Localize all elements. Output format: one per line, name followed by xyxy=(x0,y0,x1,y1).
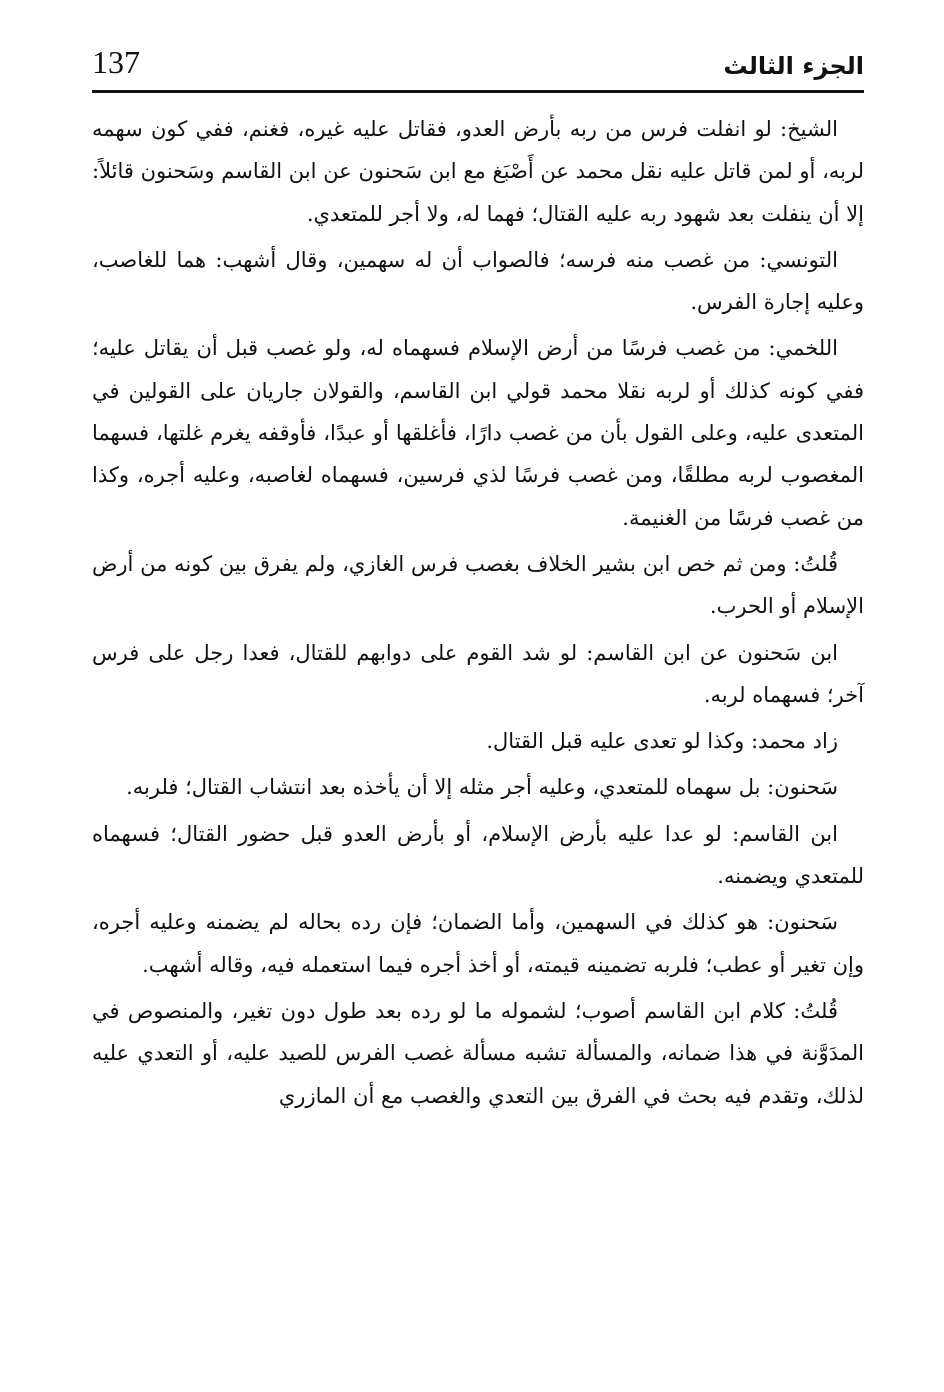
paragraph: سَحنون: هو كذلك في السهمين، وأما الضمان؛ فإن رده بحاله لم يضمنه وعليه أجره، وإن تغير أو عطب؛ فلربه تضمينه قيمته، أو أخذ أجره فيما استعمله فيه، وقاله أشهب. xyxy=(92,910,864,977)
header-rule xyxy=(92,90,864,93)
page-number: 137 xyxy=(92,44,140,80)
paragraph: اللخمي: من غصب فرسًا من أرض الإسلام فسهماه له، ولو غصب قبل أن يقاتل عليه؛ ففي كونه كذلك أو لربه نقلا محمد قولي ابن القاسم، والقولان جاريان على القولين في المتعدى عليه، وعلى القول بأن من غصب دارًا، فأغلقها أو عبدًا، فأوقفه يغرم غلتها، فسهما المغصوب لربه مطلقًا، ومن غصب فرسًا لذي فرسين، فسهماه لغاصبه، وعليه أجره، وكذا من غصب فرسًا من الغنيمة. xyxy=(92,336,864,530)
page-header xyxy=(92,30,864,86)
paragraph: قُلتُ: ومن ثم خص ابن بشير الخلاف بغصب فرس الغازي، ولم يفرق بين كونه من أرض الإسلام أو الحرب. xyxy=(92,551,864,619)
paragraph: ابن سَحنون عن ابن القاسم: لو شد القوم على دوابهم للقتال، فعدا رجل على فرس آخر؛ فسهماه لربه. xyxy=(92,640,864,707)
running-head: الجزء الثالث xyxy=(723,52,864,80)
paragraph: سَحنون: بل سهماه للمتعدي، وعليه أجر مثله إلا أن يأخذه بعد انتشاب القتال؛ فلربه. xyxy=(126,775,838,800)
paragraph: الشيخ: لو انفلت فرس من ربه بأرض العدو، فقاتل عليه غيره، فغنم، ففي كون سهمه لربه، أو لمن قاتل عليه نقل محمد عن أَصْبَغ مع ابن سَحنون عن ابن القاسم وسَحنون قائلاً: إلا أن ينفلت بعد شهود ربه عليه القتال؛ فهما له، ولا أجر للمتعدي. xyxy=(92,117,864,226)
paragraph: ابن القاسم: لو عدا عليه بأرض الإسلام، أو بأرض العدو قبل حضور القتال؛ فسهماه للمتعدي ويضمنه. xyxy=(92,821,864,889)
page-body xyxy=(92,108,864,1121)
paragraph: زاد محمد: وكذا لو تعدى عليه قبل القتال. xyxy=(486,729,838,754)
paragraph: التونسي: من غصب منه فرسه؛ فالصواب أن له سهمين، وقال أشهب: هما للغاصب، وعليه إجارة الفرس. xyxy=(92,247,864,315)
paragraph: قُلتُ: كلام ابن القاسم أصوب؛ لشموله ما لو رده بعد طول دون تغير، والمنصوص في المدَوَّنة في هذا ضمانه، والمسألة تشبه مسألة غصب الفرس للصيد عليه، أو التعدي عليه لذلك، وتقدم فيه بحث في الفرق بين التعدي والغصب مع أن المازري xyxy=(92,998,864,1108)
